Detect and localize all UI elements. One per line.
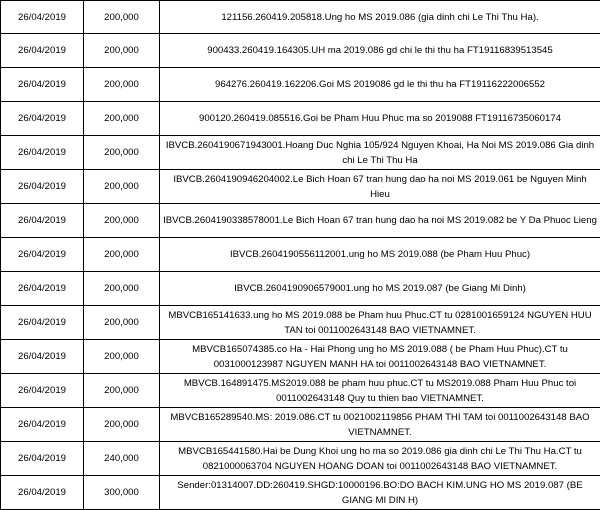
date-cell: 26/04/2019 bbox=[1, 272, 84, 306]
table-row bbox=[1, 68, 600, 102]
date-cell: 26/04/2019 bbox=[1, 136, 84, 170]
description-cell: 121156.260419.205818.Ung ho MS 2019.086 (gia dinh chi Le Thi Thu Ha). bbox=[160, 1, 600, 34]
table-row bbox=[1, 306, 600, 340]
amount-cell: 200,000 bbox=[84, 1, 160, 34]
description-cell: IBVCB.2604190946204002.Le Bich Hoan 67 tran hung dao ha noi MS 2019.061 be Nguyen Minh Hieu bbox=[160, 170, 600, 204]
description-cell: MBVCB165074385.co Ha - Hai Phong ung ho MS 2019.088 ( be Pham Huu Phuc).CT tu 0031000123987 NGUYEN MANH HA toi 0011002643148 BAO VIETNAMNET. bbox=[160, 340, 600, 374]
table-row bbox=[1, 136, 600, 170]
description-cell: Sender:01314007.DD:260419.SHGD:10000196.BO:DO BACH KIM.UNG HO MS 2019.087 (BE GIANG MI DIN H) bbox=[160, 476, 600, 510]
table-row bbox=[1, 374, 600, 408]
date-cell: 26/04/2019 bbox=[1, 68, 84, 102]
date-cell: 26/04/2019 bbox=[1, 408, 84, 442]
amount-cell: 200,000 bbox=[84, 34, 160, 68]
description-cell: 964276.260419.162206.Goi MS 2019086 gd le thi thu ha FT19116222006552 bbox=[160, 68, 600, 102]
amount-cell: 200,000 bbox=[84, 408, 160, 442]
table-row bbox=[1, 102, 600, 136]
date-cell: 26/04/2019 bbox=[1, 204, 84, 238]
date-cell: 26/04/2019 bbox=[1, 442, 84, 476]
date-cell: 26/04/2019 bbox=[1, 34, 84, 68]
date-cell: 26/04/2019 bbox=[1, 476, 84, 510]
amount-cell: 300,000 bbox=[84, 476, 160, 510]
description-cell: MBVCB165289540.MS: 2019.086.CT tu 0021002119856 PHAM THI TAM toi 0011002643148 BAO VIETNAMNET. bbox=[160, 408, 600, 442]
description-cell: IBVCB.2604190556112001.ung ho MS 2019.088 (be Pham Huu Phuc) bbox=[160, 238, 600, 272]
table-row bbox=[1, 1, 600, 34]
description-cell: IBVCB.2604190906579001.ung ho MS 2019.087 (be Giang Mi Dinh) bbox=[160, 272, 600, 306]
date-cell: 26/04/2019 bbox=[1, 170, 84, 204]
amount-cell: 200,000 bbox=[84, 136, 160, 170]
description-cell: MBVCB165141633.ung ho MS 2019.088 be Pham huu Phuc.CT tu 0281001659124 NGUYEN HUU TAN toi 0011002643148 BAO VIETNAMNET. bbox=[160, 306, 600, 340]
amount-cell: 240,000 bbox=[84, 442, 160, 476]
amount-cell: 200,000 bbox=[84, 102, 160, 136]
table-row bbox=[1, 476, 600, 510]
date-cell: 26/04/2019 bbox=[1, 102, 84, 136]
table-row bbox=[1, 272, 600, 306]
table-row bbox=[1, 34, 600, 68]
date-cell: 26/04/2019 bbox=[1, 306, 84, 340]
description-cell: MBVCB165441580.Hai be Dung Khoi ung ho ma so 2019.086 gia dinh chi Le Thi Thu Ha.CT tu 0821000063704 NGUYEN HOANG DOAN toi 0011002643148 BAO VIETNAMNET. bbox=[160, 442, 600, 476]
description-cell: 900120.260419.085516.Goi be Pham Huu Phuc ma so 2019088 FT19116735060174 bbox=[160, 102, 600, 136]
amount-cell: 200,000 bbox=[84, 306, 160, 340]
date-cell: 26/04/2019 bbox=[1, 374, 84, 408]
table-row bbox=[1, 238, 600, 272]
amount-cell: 200,000 bbox=[84, 204, 160, 238]
description-cell: IBVCB.2604190338578001.Le Bich Hoan 67 tran hung dao ha noi MS 2019.082 be Y Da Phuoc Lieng bbox=[160, 204, 600, 238]
amount-cell: 200,000 bbox=[84, 340, 160, 374]
table-row bbox=[1, 442, 600, 476]
table-row bbox=[1, 408, 600, 442]
description-cell: MBVCB.164891475.MS2019.088 be pham huu phuc.CT tu MS2019.088 Pham Huu Phuc toi 0011002643148 Quy tu thien bao VIETNAMNET. bbox=[160, 374, 600, 408]
date-cell: 26/04/2019 bbox=[1, 238, 84, 272]
amount-cell: 200,000 bbox=[84, 238, 160, 272]
amount-cell: 200,000 bbox=[84, 68, 160, 102]
amount-cell: 200,000 bbox=[84, 374, 160, 408]
date-cell: 26/04/2019 bbox=[1, 340, 84, 374]
date-cell: 26/04/2019 bbox=[1, 1, 84, 34]
table-row bbox=[1, 340, 600, 374]
description-cell: 900433.260419.164305.UH ma 2019.086 gd chi le thi thu ha FT19116839513545 bbox=[160, 34, 600, 68]
description-cell: IBVCB.2604190671943001.Hoang Duc Nghia 105/924 Nguyen Khoai, Ha Noi MS 2019.086 Gia dinh chi Le Thi Thu Ha bbox=[160, 136, 600, 170]
amount-cell: 200,000 bbox=[84, 272, 160, 306]
amount-cell: 200,000 bbox=[84, 170, 160, 204]
table-row bbox=[1, 170, 600, 204]
table-row bbox=[1, 204, 600, 238]
